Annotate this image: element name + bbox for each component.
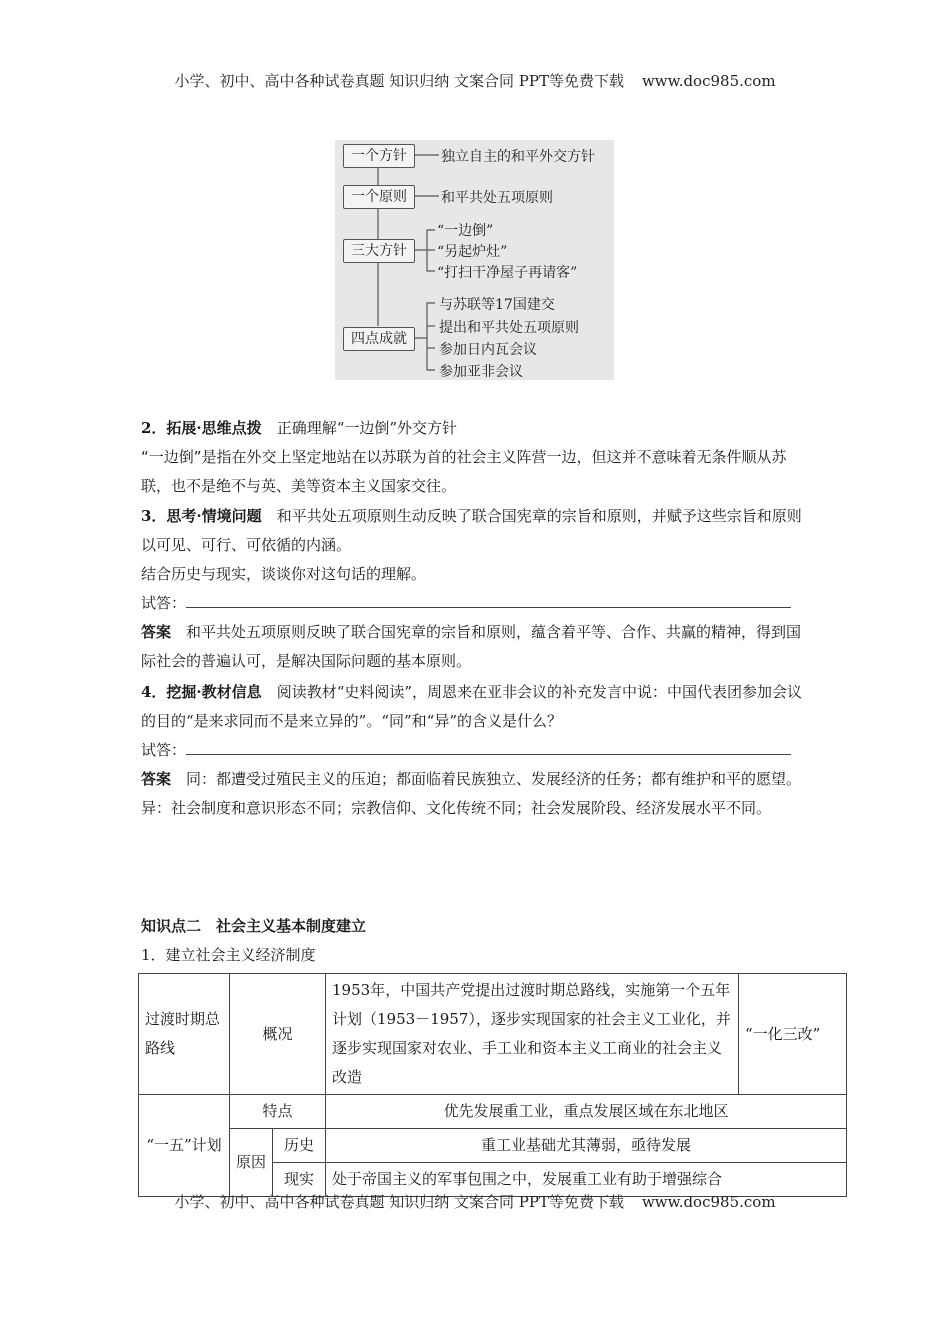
s4-question (141, 678, 816, 736)
kp2-sub: 1．建立社会主义经济制度 (141, 946, 316, 964)
s3-label: 3．思考·情境问题 (141, 507, 262, 525)
header-site[interactable]: www.doc985.com (641, 72, 776, 90)
row1-note: “一化三改” (739, 974, 847, 1095)
table-row (139, 974, 847, 1095)
s3-try: 试答： (141, 594, 187, 612)
economy-table (138, 973, 847, 1197)
table-row (139, 1095, 847, 1129)
s3-try-line (141, 589, 816, 618)
s4-ans1: 同：都遭受过殖民主义的压迫；都面临着民族独立、发展经济的任务；都有维护和平的愿望。 (186, 770, 802, 788)
s3-q1: 和平共处五项原则生动反映了联合国宪章的宗旨和原则，并赋予这些宗旨和原则以可见、可行、可依循的内涵。 (141, 507, 802, 554)
section-2 (141, 414, 816, 501)
s4-answer-blank[interactable] (186, 736, 791, 755)
feature-text: 优先发展重工业，重点发展区域在东北地区 (326, 1095, 847, 1129)
knowledge-point-2 (141, 912, 816, 970)
achievement-2: 提出和平共处五项原则 (439, 320, 579, 336)
s2-body: “一边倒”是指在外交上坚定地站在以苏联为首的社会主义阵营一边，但这并不意味着无条件顺从苏联，也不是绝不与英、美等资本主义国家交往。 (141, 448, 787, 495)
s3-q2: 结合历史与现实，谈谈你对这句话的理解。 (141, 565, 427, 583)
real-text: 处于帝国主义的军事包围之中，发展重工业有助于增强综合 (326, 1163, 847, 1197)
principle-text: 和平共处五项原则 (441, 190, 553, 206)
footer-text: 小学、初中、高中各种试卷真题 知识归纳 文案合同 PPT等免费下载 (174, 1193, 624, 1211)
s3-question (141, 502, 816, 560)
s4-q: 阅读教材“史料阅读”，周恩来在亚非会议的补充发言中说：中国代表团参加会议的目的“是来求同而不是来立异的”。“同”和“异”的含义是什么？ (141, 683, 803, 730)
row1-title: 过渡时期总路线 (139, 974, 230, 1095)
s2-heading (141, 414, 816, 443)
hist-label: 历史 (273, 1129, 326, 1163)
box-one-policy: 一个方针 (343, 144, 415, 168)
policy-text: 独立自主的和平外交方针 (441, 149, 595, 165)
s4-label: 4．挖掘·教材信息 (141, 683, 262, 701)
real-label: 现实 (273, 1163, 326, 1197)
three-policy-1: “一边倒” (437, 223, 494, 239)
row2-title: “一五”计划 (139, 1095, 230, 1197)
s4-ans-label: 答案 (141, 770, 172, 788)
box-one-principle: 一个原则 (343, 185, 415, 209)
reason-label: 原因 (230, 1129, 273, 1197)
s2-title: 正确理解“一边倒”外交方针 (276, 419, 458, 437)
page-header (0, 70, 950, 91)
header-text: 小学、初中、高中各种试卷真题 知识归纳 文案合同 PPT等免费下载 (174, 72, 624, 90)
s4-ans2: 异：社会制度和意识形态不同；宗教信仰、文化传统不同；社会发展阶段、经济发展水平不同。 (141, 799, 772, 817)
page-footer (0, 1191, 950, 1212)
s3-answer-blank[interactable] (186, 589, 791, 608)
box-four-achievements: 四点成就 (343, 327, 415, 351)
s2-label: 2．拓展·思维点拨 (141, 419, 262, 437)
s3-ans: 和平共处五项原则反映了联合国宪章的宗旨和原则，蕴含着平等、合作、共赢的精神，得到国际社会的普遍认可，是解决国际问题的基本原则。 (141, 623, 802, 670)
section-4 (141, 678, 816, 823)
row1-content: 1953年，中国共产党提出过渡时期总路线，实施第一个五年计划（1953－1957），逐步实现国家的社会主义工业化，并逐步实现国家对农业、手工业和资本主义工商业的社会主义改造 (326, 974, 739, 1095)
achievement-3: 参加日内瓦会议 (439, 342, 537, 358)
feature-label: 特点 (230, 1095, 326, 1129)
footer-site[interactable]: www.doc985.com (641, 1193, 776, 1211)
achievement-4: 参加亚非会议 (439, 364, 523, 380)
s4-answer (141, 765, 816, 794)
hist-text: 重工业基础尤其薄弱，亟待发展 (326, 1129, 847, 1163)
section-3 (141, 502, 816, 676)
kp2-title: 知识点二 社会主义基本制度建立 (141, 917, 367, 935)
table-row (139, 1129, 847, 1163)
row1-label: 概况 (230, 974, 326, 1095)
s3-ans-label: 答案 (141, 623, 172, 641)
three-policy-3: “打扫干净屋子再请客” (437, 265, 578, 281)
s4-try: 试答： (141, 741, 187, 759)
diplomacy-diagram (335, 140, 614, 380)
achievement-1: 与苏联等17国建交 (439, 297, 555, 313)
box-three-policies: 三大方针 (343, 239, 415, 263)
s3-answer (141, 618, 816, 676)
s4-try-line (141, 736, 816, 765)
three-policy-2: “另起炉灶” (437, 244, 508, 260)
